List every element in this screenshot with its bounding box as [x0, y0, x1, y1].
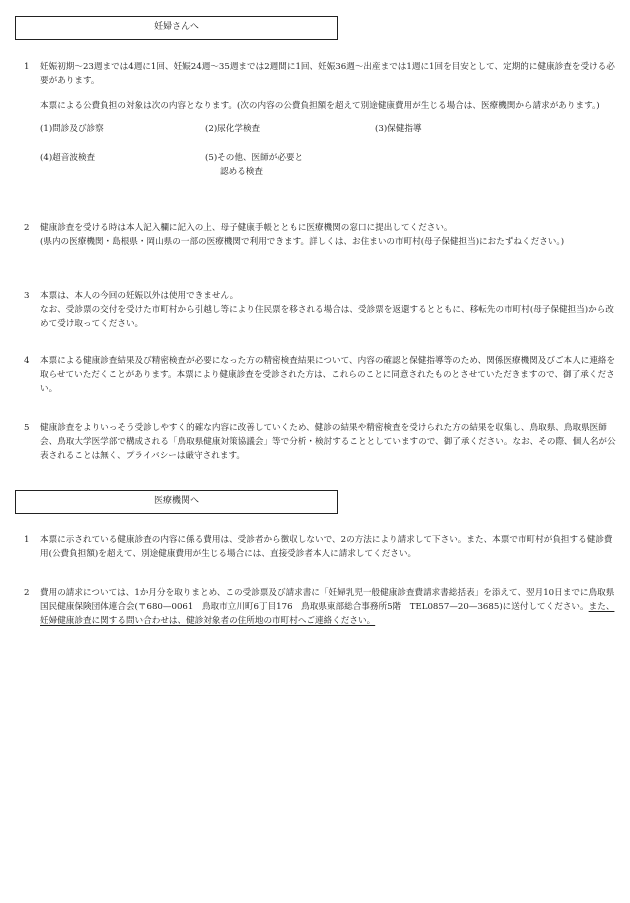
- section-header-pregnant-women: [15, 16, 338, 40]
- exam-list: [40, 122, 620, 186]
- item-number: 4: [24, 356, 30, 366]
- item-paragraph: 本票による健康診査結果及び精密検査が必要になった方の精密検査結果について、内容の確認と保健指導等のため、関係医療機関及びご本人に連絡を取らせていただくことがあります。本票により健康診査を受診された方は、これらのことに同意されたものとさせていただきますので、御了承ください。: [40, 356, 616, 394]
- item-paragraph: なお、受診票の交付を受けた市町村から引越し等により住民票を移される場合は、受診票を返還するとともに、移転先の市町村(母子保健担当)から改めて受け取ってください。: [40, 305, 614, 329]
- notice-item-3: [24, 289, 620, 331]
- exam-item: (4)超音波検査: [40, 153, 96, 163]
- item-paragraph: 妊娠初期〜23週までは4週に1回、妊娠24週〜35週までは2週間に1回、妊娠36週〜出産までは1週に1回を目安として、定期的に健康診査を受ける必要があります。: [40, 62, 615, 86]
- billing-instructions: 費用の請求については、1か月分を取りまとめ、この受診票及び請求書に「妊婦乳児一般健康診査費請求書総括表」を添えて、翌月10日までに鳥取県国民健康保険団体連合会(〒680—0061 鳥取市立川町6丁目176 鳥取県東部総合事務所5階 TEL0857—20—3685)に送付してください。: [40, 588, 615, 612]
- item-paragraph: 本票は、本人の今回の妊娠以外は使用できません。: [40, 291, 239, 301]
- item-paragraph: 健康診査を受ける時は本人記入欄に記入の上、母子健康手帳とともに医療機関の窓口に提出してください。: [40, 223, 453, 233]
- item-paragraph: 健康診査をよりいっそう受診しやすく的確な内容に改善していくため、健診の結果や精密検査を受けられた方の結果を収集し、鳥取県、鳥取県医師会、鳥取大学医学部で構成される「鳥取県健康対策協議会」等で分析・検討することとしていますので、御了承ください。なお、その際、個人名が公表されることは無く、プライバシーは厳守されます。: [40, 423, 616, 461]
- item-number: 1: [24, 535, 30, 545]
- inquiry-note-underlined: また、妊婦健康診査に関する問い合わせは、健診対象者の住所地の市町村へご連絡ください。: [40, 602, 615, 626]
- institution-item-2: [24, 586, 620, 628]
- item-number: 3: [24, 291, 30, 301]
- notice-item-2: [24, 221, 620, 249]
- item-number: 1: [24, 62, 30, 72]
- notice-item-1: [24, 60, 620, 186]
- notice-item-5: [24, 421, 620, 463]
- item-paragraph: (県内の医療機関・島根県・岡山県の一部の医療機関で利用できます。詳しくは、お住まいの市町村(母子保健担当)におたずねください。): [40, 237, 565, 247]
- exam-item: 認める検査: [220, 167, 263, 177]
- item-paragraph: 本票による公費負担の対象は次の内容となります。(次の内容の公費負担額を超えて別途健康費用が生じる場合は、医療機関から請求があります。): [40, 101, 600, 111]
- exam-item: (5)その他、医師が必要と: [205, 153, 304, 163]
- institution-item-1: [24, 533, 620, 561]
- item-number: 5: [24, 423, 30, 433]
- item-paragraph: 本票に示されている健康診査の内容に係る費用は、受診者から徴収しないで、2の方法により請求して下さい。また、本票で市町村が負担する健診費用(公費負担額)を超えて、別途健康費用が生じる場合には、直接受診者本人に請求してください。: [40, 535, 613, 559]
- item-number: 2: [24, 223, 30, 233]
- item-number: 2: [24, 588, 30, 598]
- exam-item: (2)尿化学検査: [205, 124, 261, 134]
- section-title: 妊婦さんへ: [154, 22, 199, 32]
- section-header-medical-institutions: [15, 490, 338, 514]
- exam-item: (3)保健指導: [375, 124, 422, 134]
- notice-item-4: [24, 354, 620, 396]
- item-paragraph: [40, 586, 620, 628]
- exam-item: (1)問診及び診察: [40, 124, 104, 134]
- section-title: 医療機関へ: [153, 496, 199, 506]
